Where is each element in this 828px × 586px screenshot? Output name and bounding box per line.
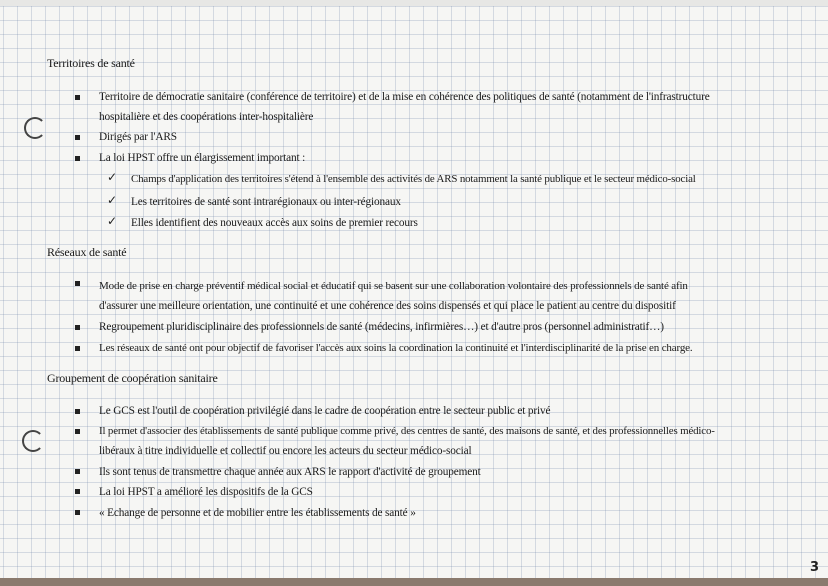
list-item-line: libéraux à titre individuelle et collectif ou encore les acteurs du secteur médico-social — [99, 445, 472, 457]
list-item-line: La loi HPST offre un élargissement important : — [99, 152, 306, 164]
paper-top-edge — [0, 0, 828, 6]
square-bullet-icon — [75, 325, 80, 330]
list-item-line: Ils sont tenus de transmettre chaque année aux ARS le rapport d'activité de groupement — [99, 466, 481, 478]
check-mark-icon: ✓ — [107, 193, 118, 207]
list-item-line: Dirigés par l'ARS — [99, 131, 177, 143]
square-bullet-icon — [75, 95, 80, 100]
list-item-line: « Echange de personne et de mobilier entre les établissements de santé » — [99, 507, 416, 519]
square-bullet-icon — [75, 429, 80, 434]
sub-item-line: Les territoires de santé sont intrarégionaux ou inter-régionaux — [131, 196, 401, 208]
list-item-line: d'assurer une meilleure orientation, une continuité et une cohérence des soins dispensés et qui place le patient au centre du dispositif — [99, 300, 676, 312]
list-item-line: Mode de prise en charge préventif médical social et éducatif qui se basent sur une collaboration volontaire des professionnels de santé afin — [99, 280, 688, 292]
paper-bottom-edge — [0, 578, 828, 586]
list-item-line: Regroupement pluridisciplinaire des professionnels de santé (médecins, infirmières…) et d'autre pros (personnel administratif…) — [99, 321, 664, 333]
square-bullet-icon — [75, 281, 80, 286]
sub-item-line: Elles identifient des nouveaux accès aux soins de premier recours — [131, 217, 418, 229]
list-item-line: Territoire de démocratie sanitaire (conférence de territoire) et de la mise en cohérence des politiques de santé (notamment de l'infrastructure — [99, 91, 710, 103]
check-mark-icon: ✓ — [107, 170, 118, 184]
section-title-gcs: Groupement de coopération sanitaire — [47, 371, 218, 385]
square-bullet-icon — [75, 469, 80, 474]
list-item-line: Les réseaux de santé ont pour objectif de favoriser l'accès aux soins la coordination la continuité et l'interdisciplinarité de la prise en charge. — [99, 342, 693, 354]
punch-hole-icon — [22, 430, 44, 452]
square-bullet-icon — [75, 346, 80, 351]
page-number: 3 — [810, 560, 820, 575]
list-item-line: Il permet d'associer des établissements de santé publique comme privé, des centres de santé, des maisons de santé, et des professionnelles médico- — [99, 425, 715, 437]
square-bullet-icon — [75, 409, 80, 414]
list-item-line: La loi HPST a amélioré les dispositifs de la GCS — [99, 486, 313, 498]
list-item-line: hospitalière et des coopérations inter-hospitalière — [99, 111, 314, 123]
sub-item-line: Champs d'application des territoires s'étend à l'ensemble des activités de ARS notamment la santé publique et le secteur médico-social — [131, 173, 696, 185]
section-title-territoires: Territoires de santé — [47, 56, 135, 70]
list-item-line: Le GCS est l'outil de coopération privilégié dans le cadre de coopération entre le secteur public et privé — [99, 405, 551, 417]
square-bullet-icon — [75, 156, 80, 161]
square-bullet-icon — [75, 510, 80, 515]
section-title-reseaux: Réseaux de santé — [47, 245, 127, 259]
punch-hole-icon — [24, 117, 46, 139]
square-bullet-icon — [75, 489, 80, 494]
check-mark-icon: ✓ — [107, 214, 118, 228]
square-bullet-icon — [75, 135, 80, 140]
